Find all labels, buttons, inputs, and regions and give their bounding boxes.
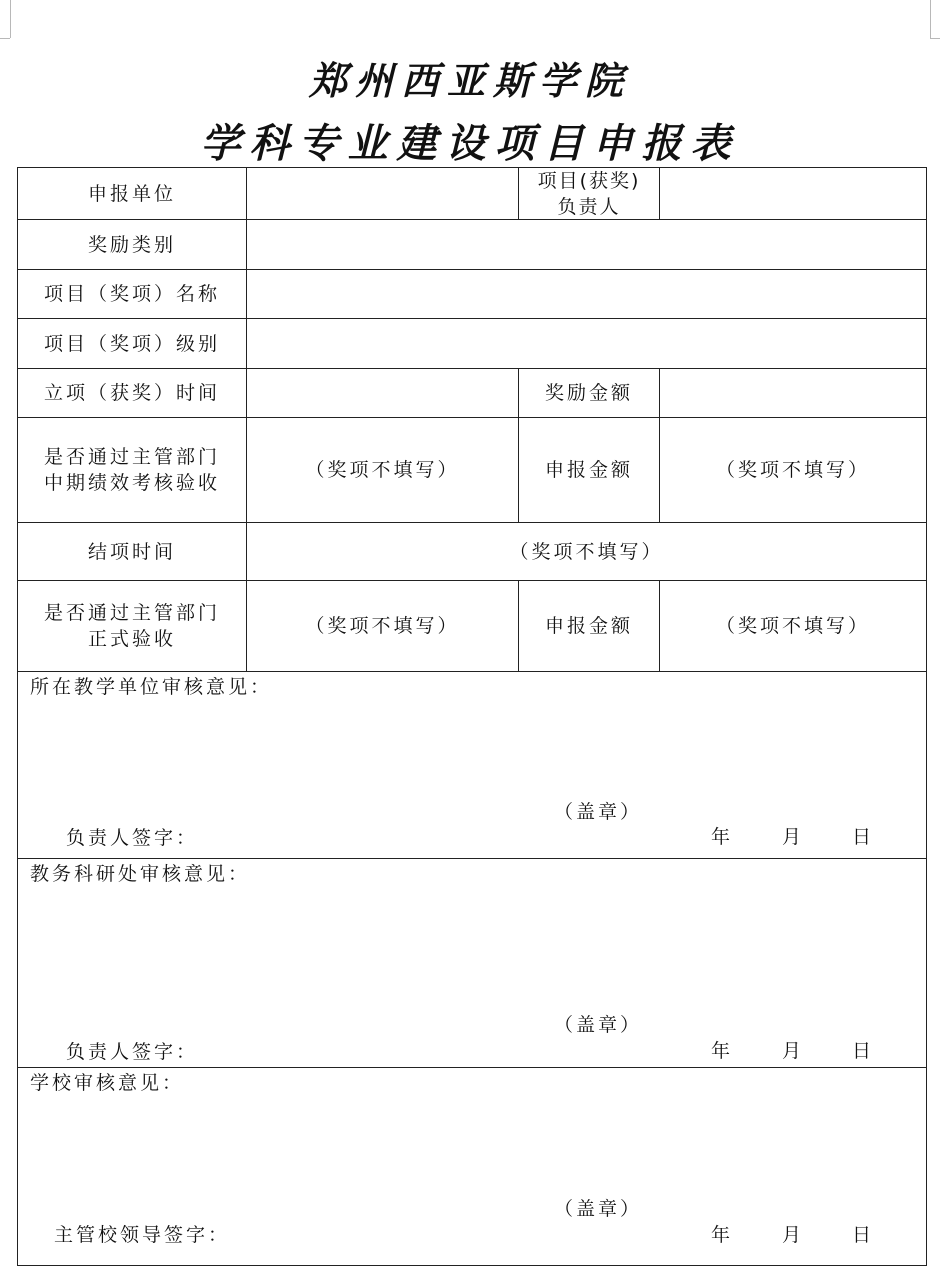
midterm-amount-label: 申报金额 [544,459,633,481]
project-level-label: 项目（奖项）级别 [43,332,220,355]
start-time-field[interactable] [247,369,518,417]
school-date-day: 日 [852,1224,875,1246]
crop-mark-top-left [10,0,11,38]
academic-seal-label: （盖章） [554,1014,643,1036]
dept-date-month: 月 [782,826,805,848]
end-time-label: 结项时间 [87,540,176,563]
table-border-bottom [17,1265,927,1266]
leader-label-line-1: 项目(获奖) [537,169,641,192]
final-acceptance-field[interactable]: （奖项不填写） [305,615,460,637]
row-divider [17,858,927,859]
midterm-label [18,418,246,522]
end-time-field[interactable]: （奖项不填写） [509,540,664,563]
midterm-label-line-1: 是否通过主管部门 [43,446,220,468]
leader-field[interactable] [660,168,926,219]
academic-date-year: 年 [711,1040,734,1062]
final-amount-field[interactable]: （奖项不填写） [715,615,870,637]
project-name-label: 项目（奖项）名称 [43,283,220,305]
start-time-label: 立项（获奖）时间 [43,382,220,404]
award-category-field[interactable] [247,220,926,269]
final-amount-label: 申报金额 [544,615,633,637]
school-seal-label: （盖章） [554,1198,643,1220]
midterm-amount-field[interactable]: （奖项不填写） [715,459,870,481]
dept-date-day: 日 [852,826,875,848]
unit-field[interactable] [247,168,518,219]
academic-review-heading: 教务科研处审核意见： [30,863,251,885]
school-name-title: 郑州西亚斯学院 [308,58,631,103]
school-signature-label: 主管校领导签字： [54,1224,231,1246]
crop-mark-top-right [930,0,931,38]
dept-date-year: 年 [711,826,734,848]
row-divider [17,1067,927,1068]
project-level-field[interactable] [247,319,926,368]
final-label-line-1: 是否通过主管部门 [43,602,220,624]
form-title: 学科专业建设项目申报表 [200,120,740,167]
final-acceptance-label [18,581,246,671]
crop-mark-top-left [0,38,10,39]
row-divider [17,671,927,672]
crop-mark-top-right [930,38,940,39]
award-amount-field[interactable] [660,369,926,417]
award-category-label: 奖励类别 [87,233,176,256]
dept-signature-label: 负责人签字： [66,827,199,849]
school-review-heading: 学校审核意见： [30,1072,185,1094]
leader-label [519,168,659,219]
academic-date-month: 月 [782,1040,805,1062]
table-border-right [926,167,927,1266]
award-amount-label: 奖励金额 [544,382,633,404]
final-label-line-2: 正式验收 [87,628,176,650]
school-date-year: 年 [711,1224,734,1246]
project-name-field[interactable] [247,270,926,318]
midterm-label-line-2: 中期绩效考核验收 [43,472,220,494]
academic-date-day: 日 [852,1040,875,1062]
dept-seal-label: （盖章） [554,801,643,823]
academic-signature-label: 负责人签字： [66,1041,199,1063]
dept-review-heading: 所在教学单位审核意见： [30,676,273,698]
unit-label: 申报单位 [87,182,176,205]
leader-label-line-2: 负责人 [557,195,621,218]
school-date-month: 月 [782,1224,805,1246]
midterm-field[interactable]: （奖项不填写） [305,459,460,481]
